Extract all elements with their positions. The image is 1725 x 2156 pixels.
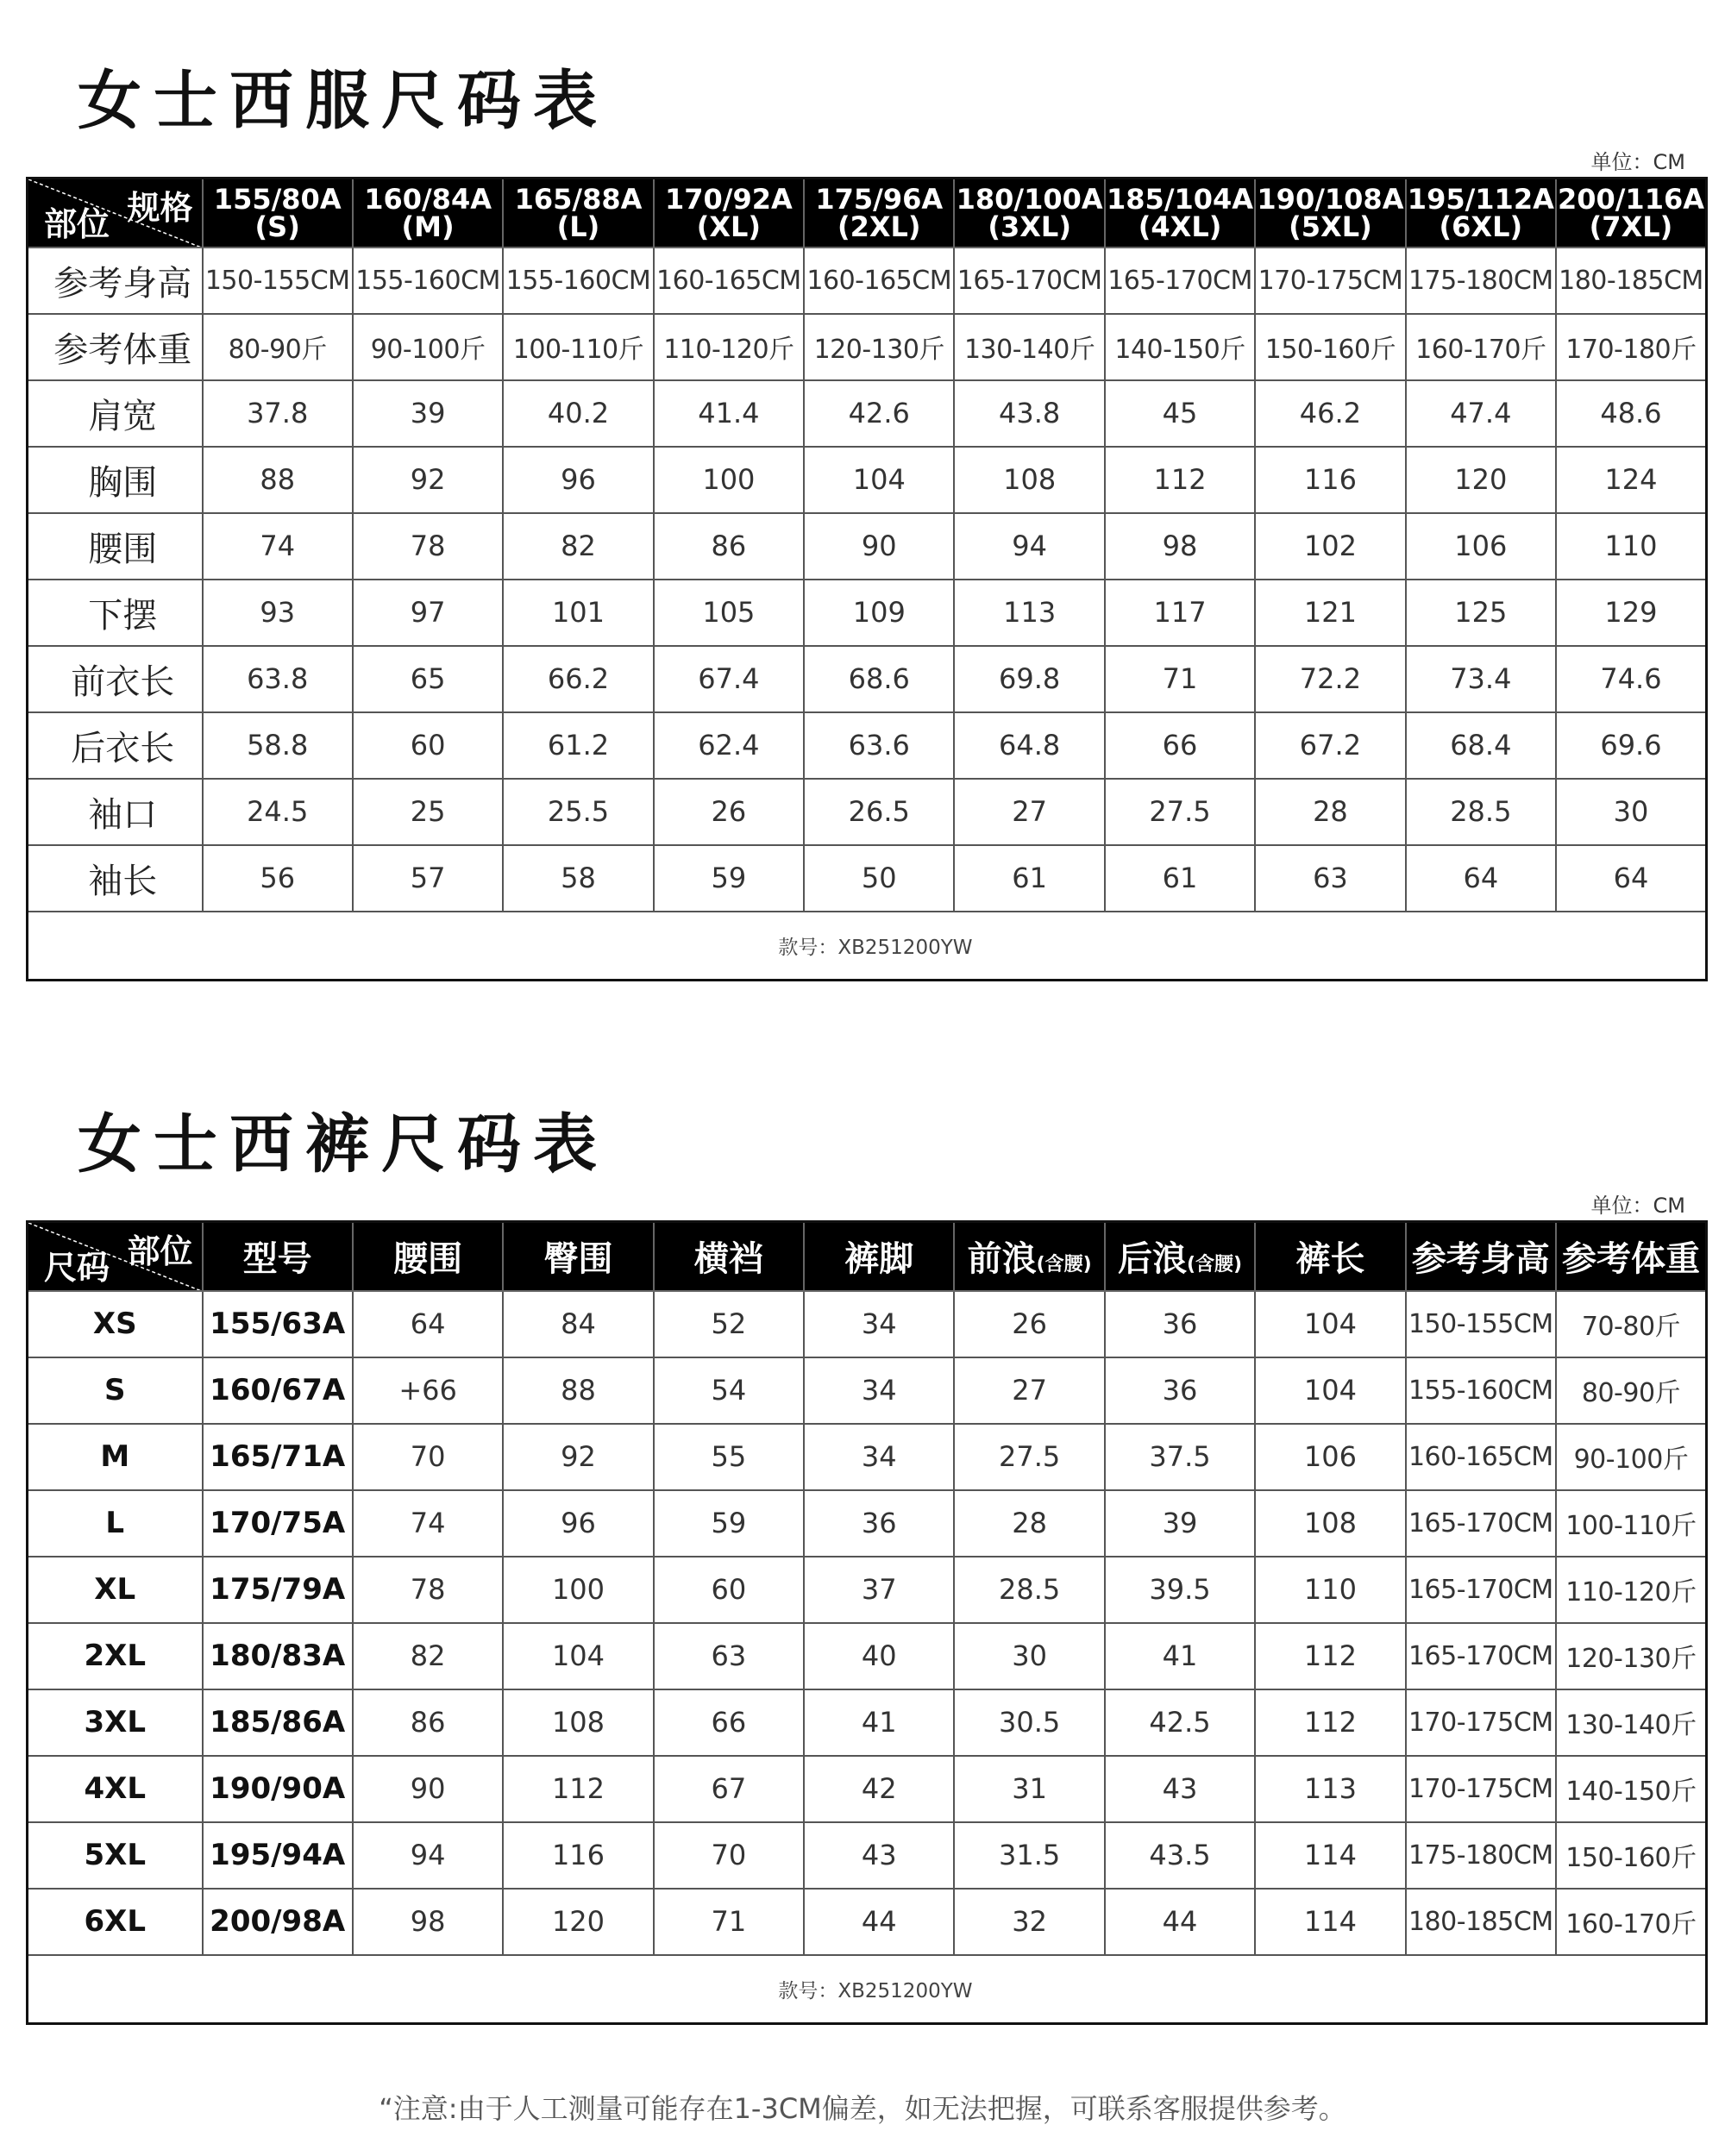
size-col-header: 190/108A (5XL) [1255, 179, 1405, 248]
table-cell: 100 [503, 1557, 653, 1623]
table-cell: 57 [353, 845, 503, 912]
table-row [28, 580, 1707, 646]
table-cell: 27.5 [1105, 779, 1255, 845]
table-cell: 61 [954, 845, 1104, 912]
table-cell: 125 [1406, 580, 1556, 646]
table-cell: 121 [1255, 580, 1405, 646]
table-cell: 113 [1255, 1756, 1405, 1822]
table-cell: 120 [1406, 447, 1556, 513]
table-cell: 150-160斤 [1556, 1822, 1706, 1889]
table-cell: 113 [954, 580, 1104, 646]
table-cell: 165-170CM [954, 248, 1104, 314]
pants-header-row [28, 1222, 1707, 1291]
table-cell: 82 [353, 1623, 503, 1689]
table-row [28, 447, 1707, 513]
row-label: 后衣长 [28, 712, 203, 779]
table-cell: 26.5 [804, 779, 954, 845]
col-header-hip: 臀围 [503, 1222, 653, 1291]
table-cell: 175-180CM [1406, 1822, 1556, 1889]
table-cell: 64 [1556, 845, 1706, 912]
table-cell: 170-180斤 [1556, 314, 1706, 380]
size-col-header: 170/92A (XL) [654, 179, 804, 248]
table-row [28, 779, 1707, 845]
size-label: XL [28, 1557, 203, 1623]
table-cell: 165-170CM [1406, 1490, 1556, 1557]
table-cell: 108 [954, 447, 1104, 513]
table-cell: 112 [1255, 1623, 1405, 1689]
table-cell: 96 [503, 1490, 653, 1557]
corner-top-label: 规格 [127, 189, 193, 227]
table-cell: 150-160斤 [1255, 314, 1405, 380]
table-row [28, 1424, 1707, 1490]
size-col-header: 160/84A (M) [353, 179, 503, 248]
col-header-model: 型号 [203, 1222, 353, 1291]
row-label: 前衣长 [28, 646, 203, 712]
table-cell: 34 [804, 1357, 954, 1424]
table-cell: 93 [203, 580, 353, 646]
table-cell: 130-140斤 [1556, 1689, 1706, 1756]
table-cell: 120-130斤 [1556, 1623, 1706, 1689]
table-cell: 90-100斤 [1556, 1424, 1706, 1490]
table-cell: 46.2 [1255, 380, 1405, 447]
table-cell: 112 [1105, 447, 1255, 513]
table-cell: 43 [1105, 1756, 1255, 1822]
table-cell: 102 [1255, 513, 1405, 580]
table-cell: 165-170CM [1406, 1557, 1556, 1623]
table-cell: 114 [1255, 1822, 1405, 1889]
table-cell: 60 [654, 1557, 804, 1623]
table-cell: 110 [1255, 1557, 1405, 1623]
size-col-header: 155/80A (S) [203, 179, 353, 248]
table-cell: 63.8 [203, 646, 353, 712]
table-cell: 108 [1255, 1490, 1405, 1557]
size-label: 6XL [28, 1889, 203, 1955]
row-label: 袖长 [28, 845, 203, 912]
row-label: 胸围 [28, 447, 203, 513]
table-cell: 80-90斤 [1556, 1357, 1706, 1424]
table-cell: 40 [804, 1623, 954, 1689]
table-cell: 140-150斤 [1556, 1756, 1706, 1822]
table-cell: 28 [1255, 779, 1405, 845]
table-cell: 98 [1105, 513, 1255, 580]
model-cell: 175/79A [203, 1557, 353, 1623]
col-header-length: 裤长 [1255, 1222, 1405, 1291]
row-label: 肩宽 [28, 380, 203, 447]
table-row [28, 1689, 1707, 1756]
table-cell: 74.6 [1556, 646, 1706, 712]
table-cell: 106 [1255, 1424, 1405, 1490]
table-cell: 39.5 [1105, 1557, 1255, 1623]
table-cell: 50 [804, 845, 954, 912]
table-cell: 112 [503, 1756, 653, 1822]
table-cell: 160-165CM [654, 248, 804, 314]
table-cell: 34 [804, 1424, 954, 1490]
table-cell: 41 [804, 1689, 954, 1756]
model-cell: 170/75A [203, 1490, 353, 1557]
size-col-header: 180/100A (3XL) [954, 179, 1104, 248]
table-cell: 39 [1105, 1490, 1255, 1557]
table-cell: 43 [804, 1822, 954, 1889]
pants-corner-cell [28, 1222, 203, 1291]
table-cell: 80-90斤 [203, 314, 353, 380]
table-cell: 48.6 [1556, 380, 1706, 447]
table-cell: 94 [954, 513, 1104, 580]
table-cell: 69.8 [954, 646, 1104, 712]
table-row [28, 1357, 1707, 1424]
table-cell: 31 [954, 1756, 1104, 1822]
col-header-back-rise: 后浪(含腰) [1105, 1222, 1255, 1291]
table-cell: 66 [1105, 712, 1255, 779]
table-cell: 100-110斤 [1556, 1490, 1706, 1557]
table-cell: 36 [1105, 1357, 1255, 1424]
table-cell: 40.2 [503, 380, 653, 447]
table-cell: 90-100斤 [353, 314, 503, 380]
table-cell: 117 [1105, 580, 1255, 646]
table-cell: 160-165CM [804, 248, 954, 314]
table-cell: 39 [353, 380, 503, 447]
table-cell: 104 [503, 1623, 653, 1689]
jacket-title: 女士西服尺码表 [78, 64, 609, 138]
table-cell: 62.4 [654, 712, 804, 779]
table-cell: 37.8 [203, 380, 353, 447]
table-cell: 110 [1556, 513, 1706, 580]
jacket-unit-label: 单位：CM [1590, 150, 1685, 174]
table-cell: 98 [353, 1889, 503, 1955]
table-cell: 26 [954, 1291, 1104, 1357]
table-cell: 105 [654, 580, 804, 646]
col-header-ref-weight: 参考体重 [1556, 1222, 1706, 1291]
table-cell: 104 [1255, 1357, 1405, 1424]
table-cell: 155-160CM [353, 248, 503, 314]
table-cell: 114 [1255, 1889, 1405, 1955]
table-cell: 28.5 [954, 1557, 1104, 1623]
row-label: 袖口 [28, 779, 203, 845]
jacket-corner-cell [28, 179, 203, 248]
table-cell: 84 [503, 1291, 653, 1357]
table-cell: 67 [654, 1756, 804, 1822]
table-cell: 78 [353, 513, 503, 580]
table-row [28, 646, 1707, 712]
table-cell: 170-175CM [1406, 1756, 1556, 1822]
table-cell: 180-185CM [1556, 248, 1706, 314]
table-cell: 100 [654, 447, 804, 513]
table-cell: 63.6 [804, 712, 954, 779]
table-cell: 97 [353, 580, 503, 646]
col-header-hem: 裤脚 [804, 1222, 954, 1291]
col-header-thigh: 横裆 [654, 1222, 804, 1291]
corner-top-label: 部位 [127, 1232, 193, 1270]
table-cell: 25 [353, 779, 503, 845]
table-cell: 34 [804, 1291, 954, 1357]
jacket-style-number: 款号：XB251200YW [28, 912, 1707, 981]
table-cell: 27.5 [954, 1424, 1104, 1490]
table-row [28, 513, 1707, 580]
table-cell: 88 [503, 1357, 653, 1424]
table-cell: 47.4 [1406, 380, 1556, 447]
table-cell: 106 [1406, 513, 1556, 580]
table-cell: 66 [654, 1689, 804, 1756]
model-cell: 160/67A [203, 1357, 353, 1424]
table-cell: 67.2 [1255, 712, 1405, 779]
table-cell: 104 [804, 447, 954, 513]
table-cell: 58 [503, 845, 653, 912]
size-label: XS [28, 1291, 203, 1357]
table-cell: 28.5 [1406, 779, 1556, 845]
table-cell: 129 [1556, 580, 1706, 646]
size-col-header: 195/112A (6XL) [1406, 179, 1556, 248]
table-cell: 101 [503, 580, 653, 646]
size-col-header: 165/88A (L) [503, 179, 653, 248]
model-cell: 165/71A [203, 1424, 353, 1490]
col-header-waist: 腰围 [353, 1222, 503, 1291]
table-cell: 43.8 [954, 380, 1104, 447]
table-cell: 55 [654, 1424, 804, 1490]
model-cell: 185/86A [203, 1689, 353, 1756]
table-cell: 170-175CM [1406, 1689, 1556, 1756]
size-label: 3XL [28, 1689, 203, 1756]
model-cell: 200/98A [203, 1889, 353, 1955]
table-cell: 86 [654, 513, 804, 580]
size-label: 5XL [28, 1822, 203, 1889]
table-cell: 64 [1406, 845, 1556, 912]
table-cell: 160-170斤 [1406, 314, 1556, 380]
table-row [28, 1756, 1707, 1822]
table-cell: 42 [804, 1756, 954, 1822]
corner-bottom-label: 部位 [44, 204, 110, 243]
table-cell: 63 [1255, 845, 1405, 912]
table-cell: 65 [353, 646, 503, 712]
table-cell: 116 [1255, 447, 1405, 513]
model-cell: 190/90A [203, 1756, 353, 1822]
size-label: L [28, 1490, 203, 1557]
table-row [28, 1822, 1707, 1889]
table-cell: 82 [503, 513, 653, 580]
table-cell: 30 [954, 1623, 1104, 1689]
table-cell: 70-80斤 [1556, 1291, 1706, 1357]
pants-unit-label: 单位：CM [1590, 1194, 1685, 1218]
table-row [28, 1557, 1707, 1623]
table-cell: 37.5 [1105, 1424, 1255, 1490]
table-cell: 90 [804, 513, 954, 580]
table-cell: 42.5 [1105, 1689, 1255, 1756]
size-col-header: 200/116A (7XL) [1556, 179, 1706, 248]
table-cell: 59 [654, 845, 804, 912]
table-row [28, 1623, 1707, 1689]
table-cell: 26 [654, 779, 804, 845]
table-cell: 36 [1105, 1291, 1255, 1357]
table-cell: 92 [503, 1424, 653, 1490]
jacket-header-row [28, 179, 1707, 248]
table-cell: 175-180CM [1406, 248, 1556, 314]
table-cell: 120 [503, 1889, 653, 1955]
table-cell: 41.4 [654, 380, 804, 447]
table-cell: 31.5 [954, 1822, 1104, 1889]
table-row [28, 314, 1707, 380]
table-cell: 72.2 [1255, 646, 1405, 712]
col-header-ref-height: 参考身高 [1406, 1222, 1556, 1291]
table-cell: 54 [654, 1357, 804, 1424]
table-cell: 68.6 [804, 646, 954, 712]
table-cell: 43.5 [1105, 1822, 1255, 1889]
table-cell: 150-155CM [203, 248, 353, 314]
table-cell: 155-160CM [1406, 1357, 1556, 1424]
table-cell: 160-170斤 [1556, 1889, 1706, 1955]
table-cell: 61 [1105, 845, 1255, 912]
table-cell: 30.5 [954, 1689, 1104, 1756]
table-cell: 112 [1255, 1689, 1405, 1756]
table-cell: 116 [503, 1822, 653, 1889]
size-label: S [28, 1357, 203, 1424]
table-cell: 41 [1105, 1623, 1255, 1689]
table-cell: 70 [654, 1822, 804, 1889]
table-cell: 86 [353, 1689, 503, 1756]
table-cell: 110-120斤 [654, 314, 804, 380]
table-cell: 45 [1105, 380, 1255, 447]
size-label: 2XL [28, 1623, 203, 1689]
model-cell: 195/94A [203, 1822, 353, 1889]
table-cell: 71 [1105, 646, 1255, 712]
table-row [28, 845, 1707, 912]
table-cell: 124 [1556, 447, 1706, 513]
col-header-front-rise: 前浪(含腰) [954, 1222, 1104, 1291]
table-cell: 165-170CM [1105, 248, 1255, 314]
table-cell: 170-175CM [1255, 248, 1405, 314]
table-cell: 165-170CM [1406, 1623, 1556, 1689]
table-cell: 56 [203, 845, 353, 912]
table-cell: 74 [203, 513, 353, 580]
table-cell: 78 [353, 1557, 503, 1623]
table-cell: 100-110斤 [503, 314, 653, 380]
row-label: 腰围 [28, 513, 203, 580]
table-cell: 94 [353, 1822, 503, 1889]
pants-size-table [26, 1220, 1708, 2025]
model-cell: 180/83A [203, 1623, 353, 1689]
table-cell: 109 [804, 580, 954, 646]
table-row [28, 1490, 1707, 1557]
measurement-note: “注意:由于人工测量可能存在1-3CM偏差，如无法把握，可联系客服提供参考。 [379, 2092, 1346, 2125]
size-col-header: 185/104A (4XL) [1105, 179, 1255, 248]
table-cell: 155-160CM [503, 248, 653, 314]
corner-bottom-label: 尺码 [44, 1248, 110, 1287]
model-cell: 155/63A [203, 1291, 353, 1357]
table-cell: 67.4 [654, 646, 804, 712]
table-cell: 59 [654, 1490, 804, 1557]
table-cell: 180-185CM [1406, 1889, 1556, 1955]
table-cell: 71 [654, 1889, 804, 1955]
row-label: 下摆 [28, 580, 203, 646]
row-label: 参考身高 [28, 248, 203, 314]
table-cell: 110-120斤 [1556, 1557, 1706, 1623]
jacket-size-table [26, 177, 1708, 981]
table-row [28, 1889, 1707, 1955]
table-cell: +66 [353, 1357, 503, 1424]
table-cell: 63 [654, 1623, 804, 1689]
table-row [28, 712, 1707, 779]
table-cell: 104 [1255, 1291, 1405, 1357]
table-cell: 27 [954, 1357, 1104, 1424]
table-cell: 64.8 [954, 712, 1104, 779]
table-cell: 92 [353, 447, 503, 513]
table-cell: 66.2 [503, 646, 653, 712]
table-cell: 42.6 [804, 380, 954, 447]
pants-title: 女士西裤尺码表 [78, 1107, 609, 1181]
table-cell: 73.4 [1406, 646, 1556, 712]
table-cell: 69.6 [1556, 712, 1706, 779]
table-cell: 68.4 [1406, 712, 1556, 779]
size-label: 4XL [28, 1756, 203, 1822]
table-cell: 44 [804, 1889, 954, 1955]
table-cell: 44 [1105, 1889, 1255, 1955]
table-cell: 37 [804, 1557, 954, 1623]
table-cell: 28 [954, 1490, 1104, 1557]
table-cell: 30 [1556, 779, 1706, 845]
row-label: 参考体重 [28, 314, 203, 380]
table-cell: 52 [654, 1291, 804, 1357]
table-cell: 25.5 [503, 779, 653, 845]
table-cell: 64 [353, 1291, 503, 1357]
table-cell: 36 [804, 1490, 954, 1557]
table-row [28, 1291, 1707, 1357]
table-row [28, 248, 1707, 314]
table-cell: 32 [954, 1889, 1104, 1955]
table-cell: 130-140斤 [954, 314, 1104, 380]
table-cell: 150-155CM [1406, 1291, 1556, 1357]
table-cell: 140-150斤 [1105, 314, 1255, 380]
table-cell: 96 [503, 447, 653, 513]
pants-style-number: 款号：XB251200YW [28, 1955, 1707, 2024]
table-cell: 58.8 [203, 712, 353, 779]
table-cell: 61.2 [503, 712, 653, 779]
table-cell: 160-165CM [1406, 1424, 1556, 1490]
size-label: M [28, 1424, 203, 1490]
table-cell: 108 [503, 1689, 653, 1756]
size-col-header: 175/96A (2XL) [804, 179, 954, 248]
table-cell: 120-130斤 [804, 314, 954, 380]
table-cell: 90 [353, 1756, 503, 1822]
table-cell: 74 [353, 1490, 503, 1557]
table-cell: 27 [954, 779, 1104, 845]
table-cell: 88 [203, 447, 353, 513]
table-cell: 60 [353, 712, 503, 779]
table-row [28, 380, 1707, 447]
table-cell: 70 [353, 1424, 503, 1490]
table-cell: 24.5 [203, 779, 353, 845]
